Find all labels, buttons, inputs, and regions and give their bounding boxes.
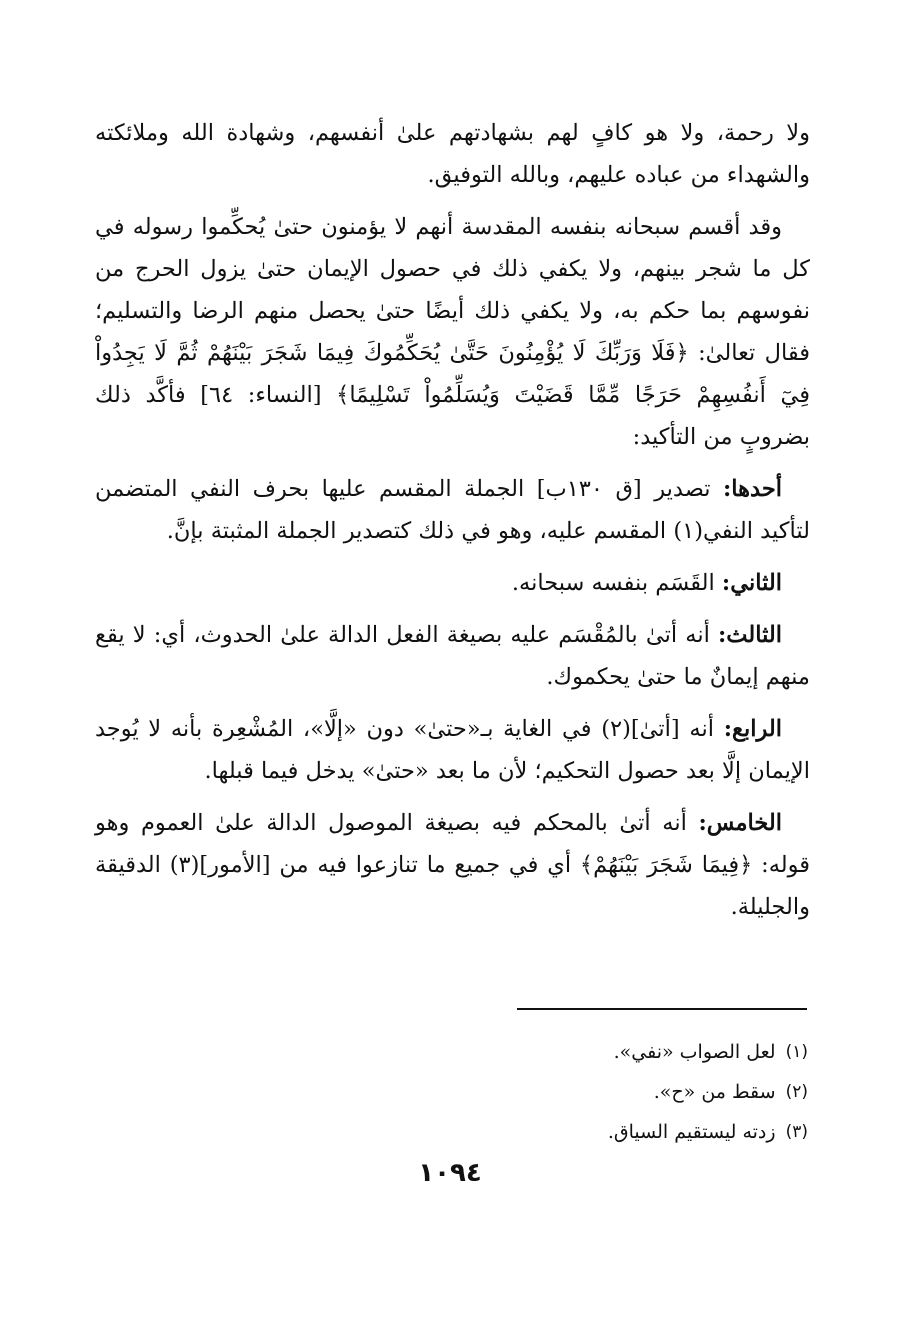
footnote-1-number: (١) [785,1042,808,1062]
point-fourth-term: الرابع: [723,716,783,742]
footnote-2-number: (٢) [785,1082,808,1102]
point-second-term: الثاني: [721,570,782,596]
paragraph-1-text: ولا رحمة، ولا هو كافٍ لهم بشهادتهم علىٰ أنفسهم، وشهادة الله وملائكته والشهداء من عباده عليهم، وبالله التوفيق. [95,120,810,188]
footnote-3 [388,1112,808,1152]
point-fifth-term: الخامس: [698,810,782,836]
point-first-term: أحدها: [723,476,782,502]
point-fifth [95,802,810,928]
main-text [95,112,810,938]
footnote-3-text: زدته ليستقيم السياق. [607,1121,776,1143]
point-second [95,562,810,604]
point-first [95,468,810,552]
point-third [95,614,810,698]
paragraph-2-text: وقد أقسم سبحانه بنفسه المقدسة أنهم لا يؤمنون حتىٰ يُحكِّموا رسوله في كل ما شجر بينهم، ولا يكفي ذلك في حصول الإيمان حتىٰ يزول الحرج من نفوسهم بما حكم به، ولا يكفي ذلك أيضًا حتىٰ يحصل منهم الرضا والتسليم؛ فقال تعالىٰ: ﴿فَلَا وَرَبِّكَ لَا يُؤْمِنُونَ حَتَّىٰ يُحَكِّمُوكَ فِيمَا شَجَرَ بَيْنَهُمْ ثُمَّ لَا يَجِدُواْ فِيٓ أَنفُسِهِمْ حَرَجًا مِّمَّا قَضَيْتَ وَيُسَلِّمُواْ تَسْلِيمًا﴾ [النساء: ٦٤] فأكَّد ذلك بضروبٍ من التأكيد: [95,214,810,450]
footnote-1-text: لعل الصواب «نفي». [613,1041,776,1063]
footnote-1 [388,1032,808,1072]
point-third-term: الثالث: [717,622,782,648]
point-fifth-text: أنه أتىٰ بالمحكم فيه بصيغة الموصول الدالة علىٰ العموم وهو قوله: ﴿فِيمَا شَجَرَ بَيْنَهُمْ﴾ أي في جميع ما تنازعوا فيه من [الأمور](٣) الدقيقة والجليلة. [95,810,810,920]
point-second-text: القَسَم بنفسه سبحانه. [511,570,722,596]
point-fourth [95,708,810,792]
point-third-text: أنه أتىٰ بالمُقْسَم عليه بصيغة الفعل الدالة علىٰ الحدوث، أي: لا يقع منهم إيمانٌ ما حتىٰ يحكموك. [95,622,810,690]
point-first-text: تصدير [ق ١٣٠ب] الجملة المقسم عليها بحرف النفي المتضمن لتأكيد النفي(١) المقسم عليه، وهو في ذلك كتصدير الجملة المثبتة بإنَّ. [95,476,810,544]
page-number: ١٠٩٤ [418,1158,482,1188]
paragraph-2 [95,206,810,458]
paragraph-1 [95,112,810,196]
footnote-2 [388,1072,808,1112]
footnote-3-number: (٣) [785,1122,808,1142]
footnotes [388,1032,808,1152]
footnote-2-text: سقط من «ح». [653,1081,776,1103]
point-fourth-text: أنه [أتىٰ](٢) في الغاية بـ«حتىٰ» دون «إلَّا»، المُشْعِرة بأنه لا يُوجد الإيمان إلَّا بعد حصول التحكيم؛ لأن ما بعد «حتىٰ» يدخل فيما قبلها. [95,716,810,784]
footnote-divider [517,1008,807,1010]
